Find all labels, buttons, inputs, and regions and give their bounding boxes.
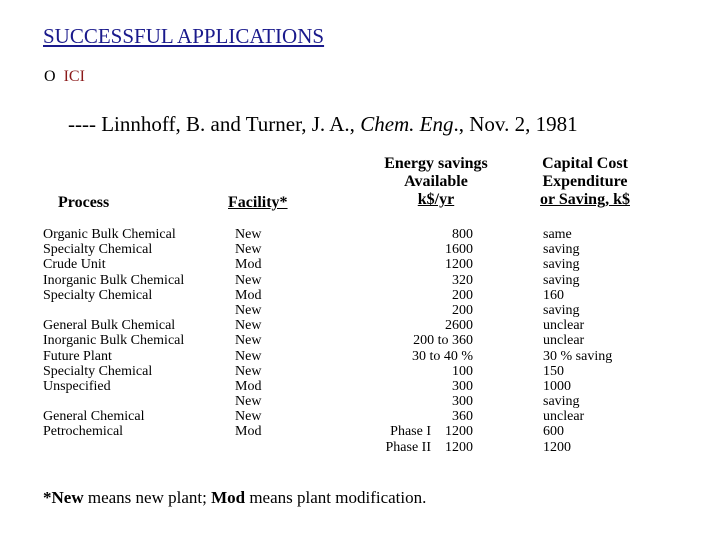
energy-cell: 30 to 40 % — [411, 348, 473, 364]
facility-column — [235, 227, 261, 440]
facility-cell: New — [235, 302, 262, 318]
capital-cell: 1200 — [543, 439, 571, 455]
process-cell: Unspecified — [43, 378, 111, 394]
header-process: Process — [58, 194, 110, 211]
process-cell — [43, 303, 184, 318]
facility-cell: New — [235, 348, 262, 364]
capital-cell: saving — [543, 242, 580, 258]
capital-cell: saving — [543, 272, 580, 288]
footnote-new: *New — [43, 488, 84, 507]
citation-suffix: ., Nov. 2, 1981 — [453, 112, 578, 136]
process-cell: Inorganic Bulk Chemical — [43, 272, 185, 288]
process-cell: Crude Unit — [43, 257, 106, 273]
facility-cell: Mod — [235, 424, 262, 440]
page-title: SUCCESSFUL APPLICATIONS — [43, 24, 325, 48]
citation-journal: Chem. Eng — [360, 112, 454, 136]
process-cell: Petrochemical — [43, 424, 124, 440]
energy-cell: 360 — [452, 409, 473, 425]
bullet-text: ICI — [63, 68, 85, 85]
citation-prefix: ---- Linnhoff, B. and Turner, J. A., — [68, 112, 361, 136]
energy-cell: 320 — [452, 272, 473, 288]
process-cell: General Chemical — [43, 409, 145, 425]
facility-cell: New — [235, 363, 262, 379]
facility-cell: New — [235, 227, 262, 242]
process-cell: Specialty Chemical — [43, 287, 153, 303]
facility-cell: New — [235, 318, 262, 334]
capital-cell: 1000 — [543, 378, 571, 394]
facility-cell: Mod — [235, 378, 262, 394]
facility-cell: New — [235, 333, 262, 349]
capital-cell: 160 — [543, 287, 564, 303]
footnote-end: means plant modification. — [245, 488, 427, 507]
capital-cell: saving — [543, 394, 580, 410]
citation — [68, 112, 578, 137]
footnote-mid: means new plant; — [83, 488, 212, 507]
process-cell: Inorganic Bulk Chemical — [43, 333, 185, 349]
process-cell: Future Plant — [43, 348, 112, 364]
facility-cell: New — [235, 394, 262, 410]
header-energy-line2: Available — [404, 173, 468, 190]
capital-column — [543, 227, 612, 455]
energy-column — [360, 227, 473, 455]
capital-cell: 30 % saving — [543, 348, 613, 364]
energy-cell: 1200 — [445, 257, 473, 273]
process-cell: General Bulk Chemical — [43, 318, 176, 334]
capital-cell: 600 — [543, 424, 564, 440]
footnote-mod: Mod — [211, 488, 246, 507]
energy-cell: 200 to 360 — [413, 333, 473, 349]
header-capital-line3: or Saving, k$ — [540, 191, 630, 208]
capital-cell: saving — [543, 302, 580, 318]
header-energy-line1: Energy savings — [384, 155, 488, 172]
process-column — [43, 227, 184, 440]
header-energy-unit: k$/yr — [417, 191, 455, 208]
energy-cell: 300 — [452, 394, 473, 410]
capital-cell: 150 — [543, 363, 564, 379]
facility-cell: Mod — [235, 287, 262, 303]
header-energy — [370, 155, 502, 209]
energy-cell: 1600 — [445, 242, 473, 258]
process-cell — [43, 394, 184, 409]
process-cell: Organic Bulk Chemical — [43, 227, 176, 242]
header-energy-line3 — [370, 191, 502, 209]
capital-cell: unclear — [543, 318, 585, 334]
energy-cell: Phase II 1200 — [385, 439, 473, 455]
energy-cell: 300 — [452, 378, 473, 394]
header-facility: Facility* — [228, 194, 288, 211]
facility-cell: New — [235, 272, 262, 288]
capital-cell: unclear — [543, 333, 585, 349]
energy-cell: 2600 — [445, 318, 473, 334]
facility-cell: New — [235, 242, 262, 258]
bullet-mark: O — [44, 68, 56, 85]
header-capital-line1: Capital Cost — [542, 155, 628, 172]
process-cell: Specialty Chemical — [43, 363, 153, 379]
process-cell: Specialty Chemical — [43, 242, 153, 258]
energy-cell: 200 — [452, 302, 473, 318]
facility-cell: Mod — [235, 257, 262, 273]
bullet-item — [44, 68, 85, 86]
facility-cell: New — [235, 409, 262, 425]
footnote — [43, 488, 426, 508]
energy-cell: Phase I 1200 — [390, 424, 473, 440]
energy-cell: 100 — [452, 363, 473, 379]
energy-cell: 200 — [452, 287, 473, 303]
capital-cell: unclear — [543, 409, 585, 425]
header-capital — [522, 155, 648, 209]
header-capital-line2: Expenditure — [542, 173, 628, 190]
energy-cell: 800 — [452, 227, 473, 242]
capital-cell: saving — [543, 257, 580, 273]
capital-cell: same — [543, 227, 572, 242]
